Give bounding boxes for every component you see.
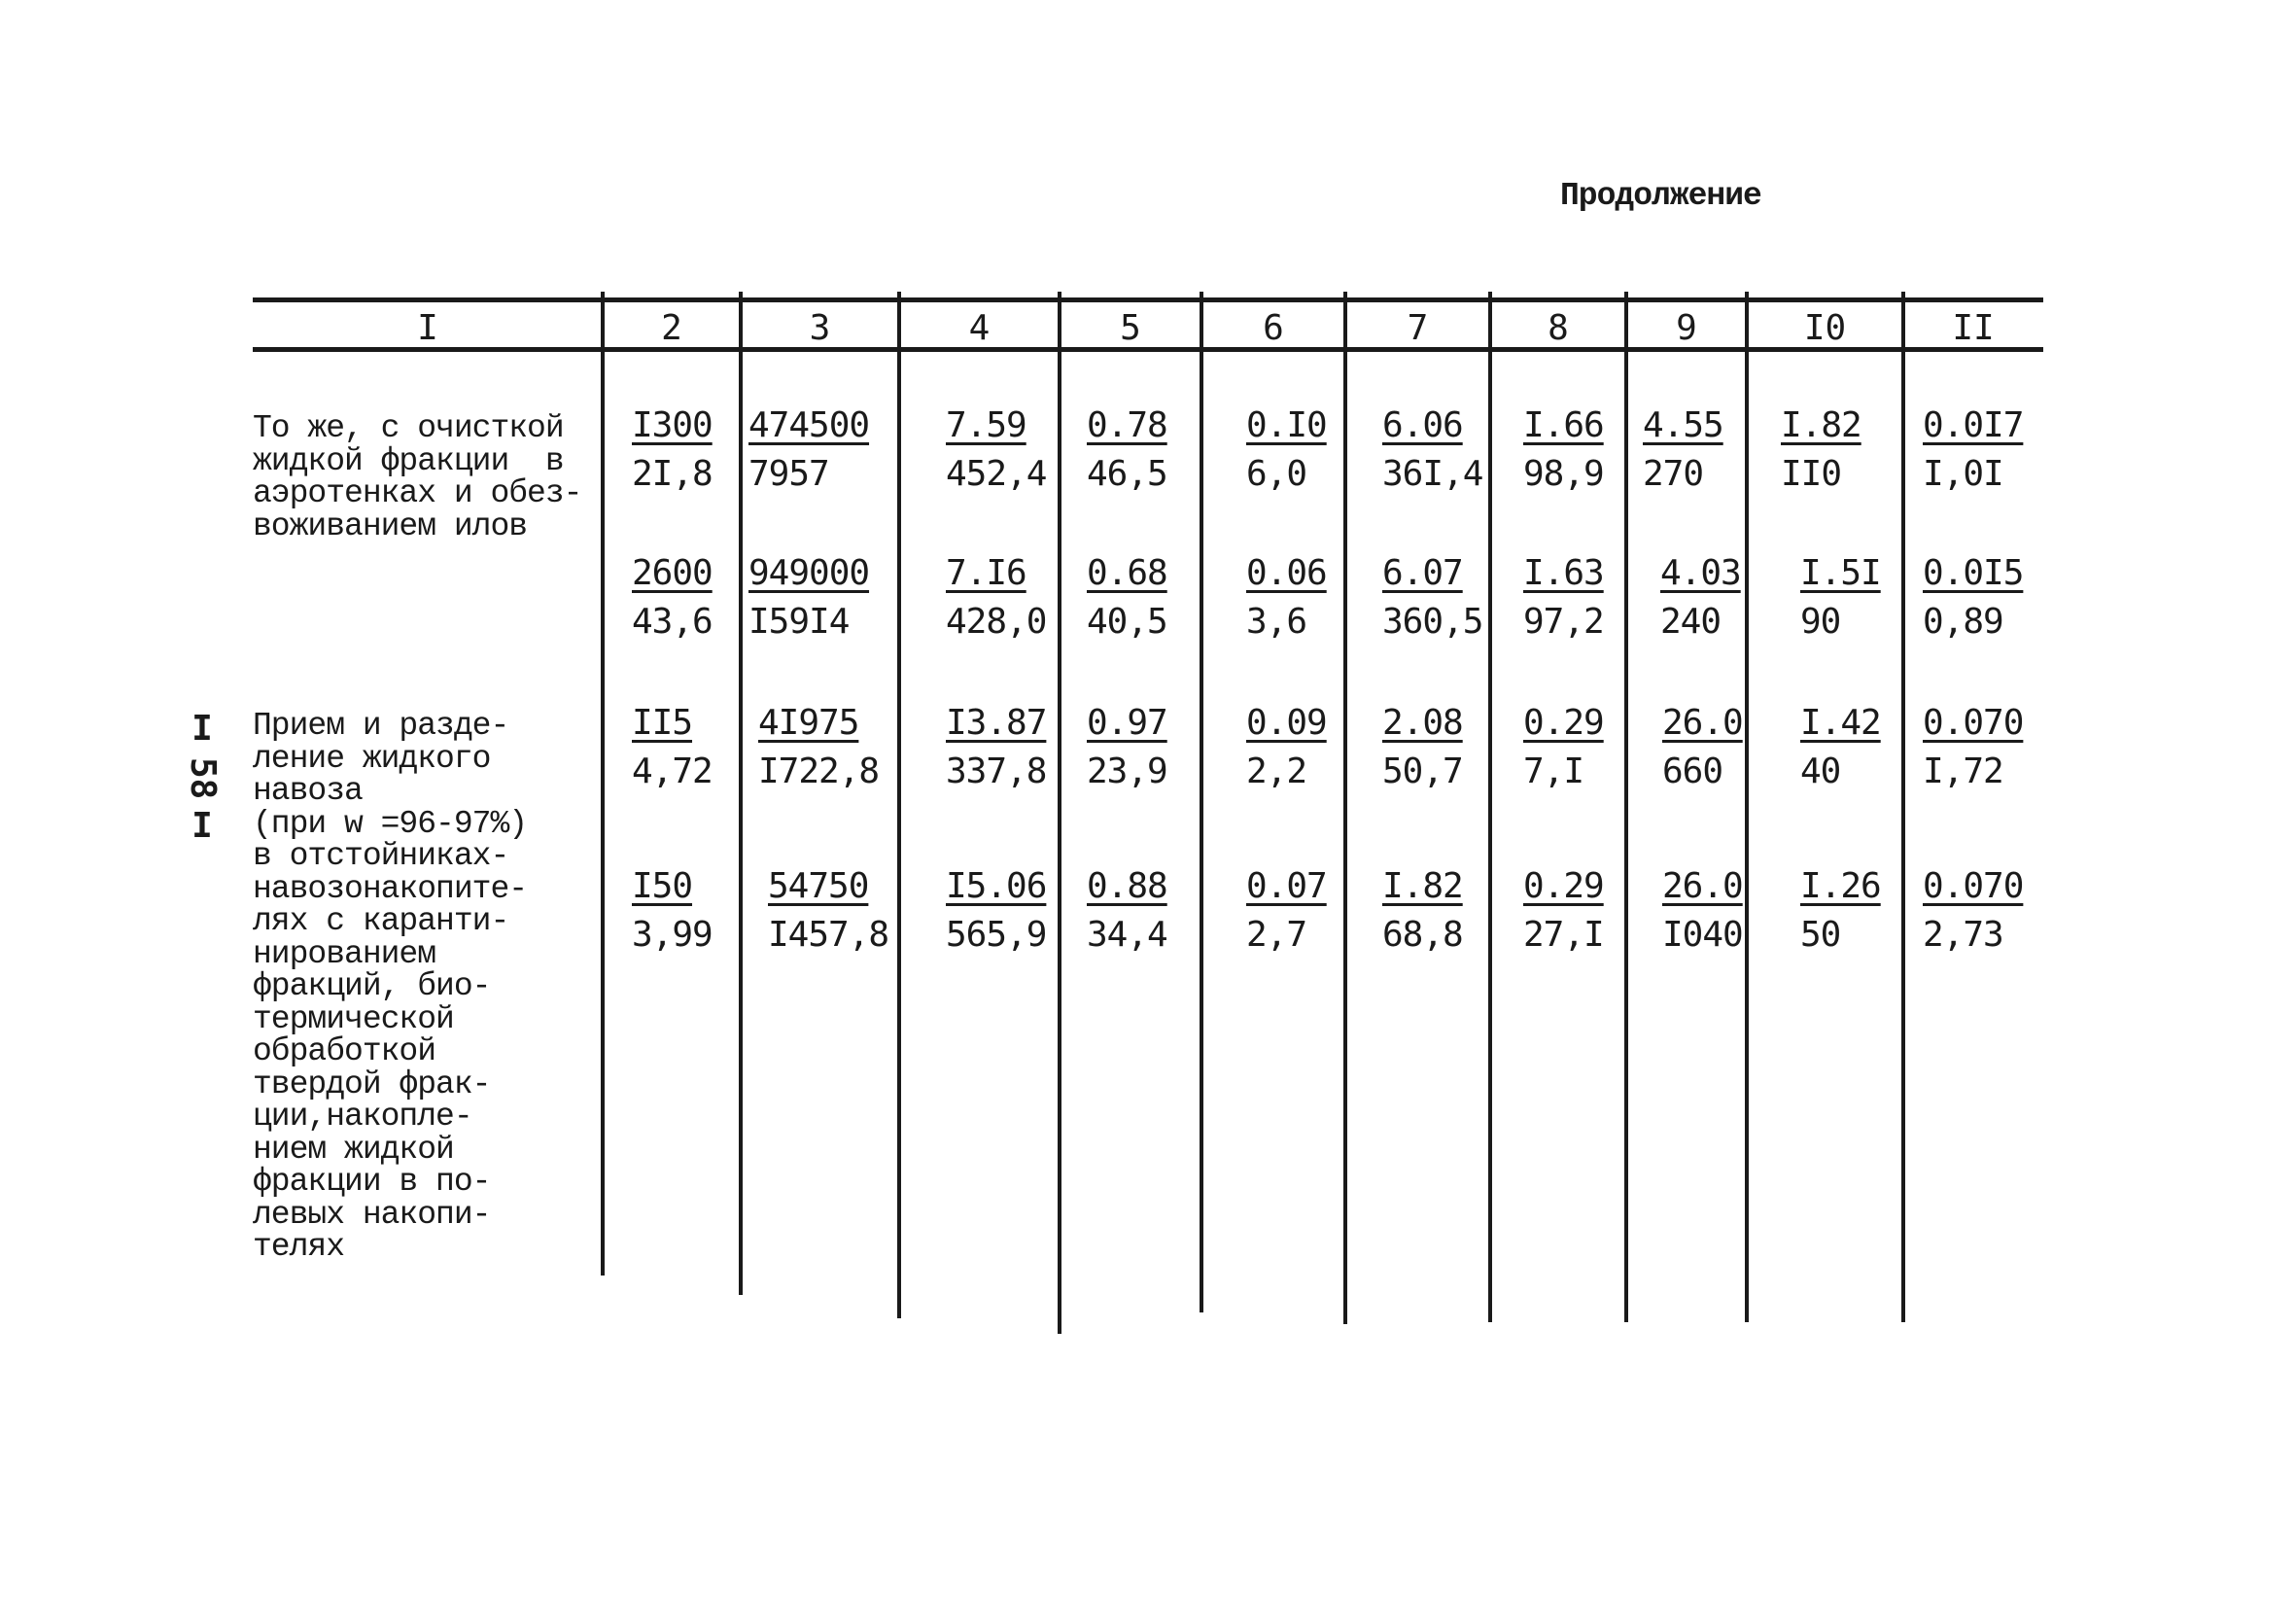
column-divider-5 bbox=[1200, 292, 1203, 1312]
table-top-rule bbox=[253, 297, 2043, 302]
cell-numerator: I.26 bbox=[1800, 866, 1881, 906]
cell-denominator: 452,4 bbox=[946, 454, 1047, 494]
cell-denominator: I59I4 bbox=[748, 602, 850, 642]
column-header-6: 6 bbox=[1263, 308, 1284, 348]
continuation-heading: Продолжение bbox=[1560, 178, 1761, 214]
cell-denominator: 660 bbox=[1662, 752, 1723, 791]
cell-denominator: 46,5 bbox=[1087, 454, 1167, 494]
column-divider-8 bbox=[1624, 292, 1628, 1322]
cell-denominator: 23,9 bbox=[1087, 752, 1167, 791]
cell-denominator: 50 bbox=[1800, 915, 1841, 955]
cell-numerator: I.82 bbox=[1781, 405, 1861, 445]
row-description-3: Прием и разде- ление жидкого навоза (при w =96-97%) в отстойниках- навозонакопите- лях с каранти- нированием фракций, био- термической обработкой твердой фрак- ции,накопле- нием жидкой фракции в по- левых накопи- телях bbox=[253, 708, 528, 1265]
cell-denominator: 40,5 bbox=[1087, 602, 1167, 642]
cell-denominator: I722,8 bbox=[758, 752, 880, 791]
cell-denominator: 34,4 bbox=[1087, 915, 1167, 955]
cell-denominator: I457,8 bbox=[768, 915, 889, 955]
cell-denominator: 240 bbox=[1660, 602, 1722, 642]
cell-denominator: 27,I bbox=[1523, 915, 1604, 955]
cell-numerator: 0.29 bbox=[1523, 866, 1604, 906]
cell-denominator: 68,8 bbox=[1382, 915, 1463, 955]
column-header-9: 9 bbox=[1676, 308, 1697, 348]
cell-denominator: 97,2 bbox=[1523, 602, 1604, 642]
row-description-1: То же, с очисткой жидкой фракции в аэротенках и обез- воживанием илов bbox=[253, 410, 582, 544]
cell-numerator: 0.29 bbox=[1523, 703, 1604, 743]
cell-denominator: 90 bbox=[1800, 602, 1841, 642]
cell-numerator: 0.68 bbox=[1087, 553, 1167, 593]
cell-numerator: I.82 bbox=[1382, 866, 1463, 906]
cell-denominator: 98,9 bbox=[1523, 454, 1604, 494]
cell-denominator: 565,9 bbox=[946, 915, 1047, 955]
cell-denominator: 3,6 bbox=[1246, 602, 1307, 642]
column-divider-2 bbox=[739, 292, 743, 1295]
cell-denominator: I040 bbox=[1662, 915, 1743, 955]
cell-numerator: 949000 bbox=[748, 553, 870, 593]
cell-numerator: I5.06 bbox=[946, 866, 1047, 906]
column-divider-7 bbox=[1488, 292, 1492, 1322]
cell-numerator: I.5I bbox=[1800, 553, 1881, 593]
cell-denominator: 270 bbox=[1643, 454, 1704, 494]
cell-numerator: 0.88 bbox=[1087, 866, 1167, 906]
cell-numerator: 26.0 bbox=[1662, 866, 1743, 906]
column-header-11: II bbox=[1952, 308, 1995, 348]
cell-denominator: 7957 bbox=[748, 454, 829, 494]
cell-numerator: I300 bbox=[632, 405, 713, 445]
cell-numerator: 7.I6 bbox=[946, 553, 1026, 593]
cell-numerator: 0.070 bbox=[1923, 703, 2024, 743]
column-divider-3 bbox=[897, 292, 901, 1318]
cell-numerator: 2600 bbox=[632, 553, 713, 593]
cell-numerator: II5 bbox=[632, 703, 693, 743]
column-divider-6 bbox=[1343, 292, 1347, 1324]
column-divider-9 bbox=[1745, 292, 1749, 1322]
cell-denominator: 0,89 bbox=[1923, 602, 2003, 642]
cell-denominator: I,0I bbox=[1923, 454, 2003, 494]
cell-numerator: I50 bbox=[632, 866, 693, 906]
column-header-2: 2 bbox=[661, 308, 682, 348]
cell-numerator: I.63 bbox=[1523, 553, 1604, 593]
cell-numerator: 4.03 bbox=[1660, 553, 1741, 593]
cell-denominator: 40 bbox=[1800, 752, 1841, 791]
column-divider-10 bbox=[1901, 292, 1905, 1322]
page-mark-number: 58 bbox=[183, 757, 223, 800]
column-divider-4 bbox=[1058, 292, 1061, 1334]
cell-denominator: 4,72 bbox=[632, 752, 713, 791]
column-header-1: I bbox=[417, 308, 438, 348]
cell-denominator: 428,0 bbox=[946, 602, 1047, 642]
cell-numerator: 54750 bbox=[768, 866, 869, 906]
cell-numerator: 0.06 bbox=[1246, 553, 1327, 593]
cell-numerator: 0.97 bbox=[1087, 703, 1167, 743]
column-header-3: 3 bbox=[809, 308, 831, 348]
cell-numerator: I.66 bbox=[1523, 405, 1604, 445]
cell-denominator: 360,5 bbox=[1382, 602, 1483, 642]
column-divider-1 bbox=[601, 292, 605, 1276]
cell-numerator: 0.I0 bbox=[1246, 405, 1327, 445]
cell-denominator: 7,I bbox=[1523, 752, 1584, 791]
cell-denominator: 3,99 bbox=[632, 915, 713, 955]
column-header-7: 7 bbox=[1407, 308, 1429, 348]
cell-numerator: 0.070 bbox=[1923, 866, 2024, 906]
cell-numerator: 6.06 bbox=[1382, 405, 1463, 445]
cell-numerator: 0.07 bbox=[1246, 866, 1327, 906]
column-header-5: 5 bbox=[1120, 308, 1141, 348]
cell-denominator: 2I,8 bbox=[632, 454, 713, 494]
page-number-mark bbox=[183, 709, 223, 848]
cell-numerator: I3.87 bbox=[946, 703, 1047, 743]
cell-denominator: 50,7 bbox=[1382, 752, 1463, 791]
cell-numerator: I.42 bbox=[1800, 703, 1881, 743]
cell-denominator: 36I,4 bbox=[1382, 454, 1483, 494]
cell-numerator: 26.0 bbox=[1662, 703, 1743, 743]
cell-denominator: 2,73 bbox=[1923, 915, 2003, 955]
cell-numerator: 0.78 bbox=[1087, 405, 1167, 445]
cell-numerator: 0.09 bbox=[1246, 703, 1327, 743]
cell-numerator: 474500 bbox=[748, 405, 870, 445]
column-header-4: 4 bbox=[968, 308, 991, 348]
cell-numerator: 4.55 bbox=[1643, 405, 1723, 445]
cell-numerator: 2.08 bbox=[1382, 703, 1463, 743]
column-header-8: 8 bbox=[1548, 308, 1569, 348]
cell-denominator: II0 bbox=[1781, 454, 1842, 494]
cell-numerator: 7.59 bbox=[946, 405, 1026, 445]
cell-denominator: 2,2 bbox=[1246, 752, 1307, 791]
cell-numerator: 4I975 bbox=[758, 703, 859, 743]
page-mark-dash-bottom: I bbox=[191, 806, 213, 846]
page-mark-dash-top: I bbox=[191, 709, 213, 749]
cell-denominator: 2,7 bbox=[1246, 915, 1307, 955]
cell-denominator: 43,6 bbox=[632, 602, 713, 642]
cell-denominator: 6,0 bbox=[1246, 454, 1307, 494]
column-header-10: I0 bbox=[1803, 308, 1847, 348]
cell-numerator: 0.0I7 bbox=[1923, 405, 2024, 445]
cell-denominator: I,72 bbox=[1923, 752, 2003, 791]
cell-numerator: 0.0I5 bbox=[1923, 553, 2024, 593]
cell-numerator: 6.07 bbox=[1382, 553, 1463, 593]
cell-denominator: 337,8 bbox=[946, 752, 1047, 791]
